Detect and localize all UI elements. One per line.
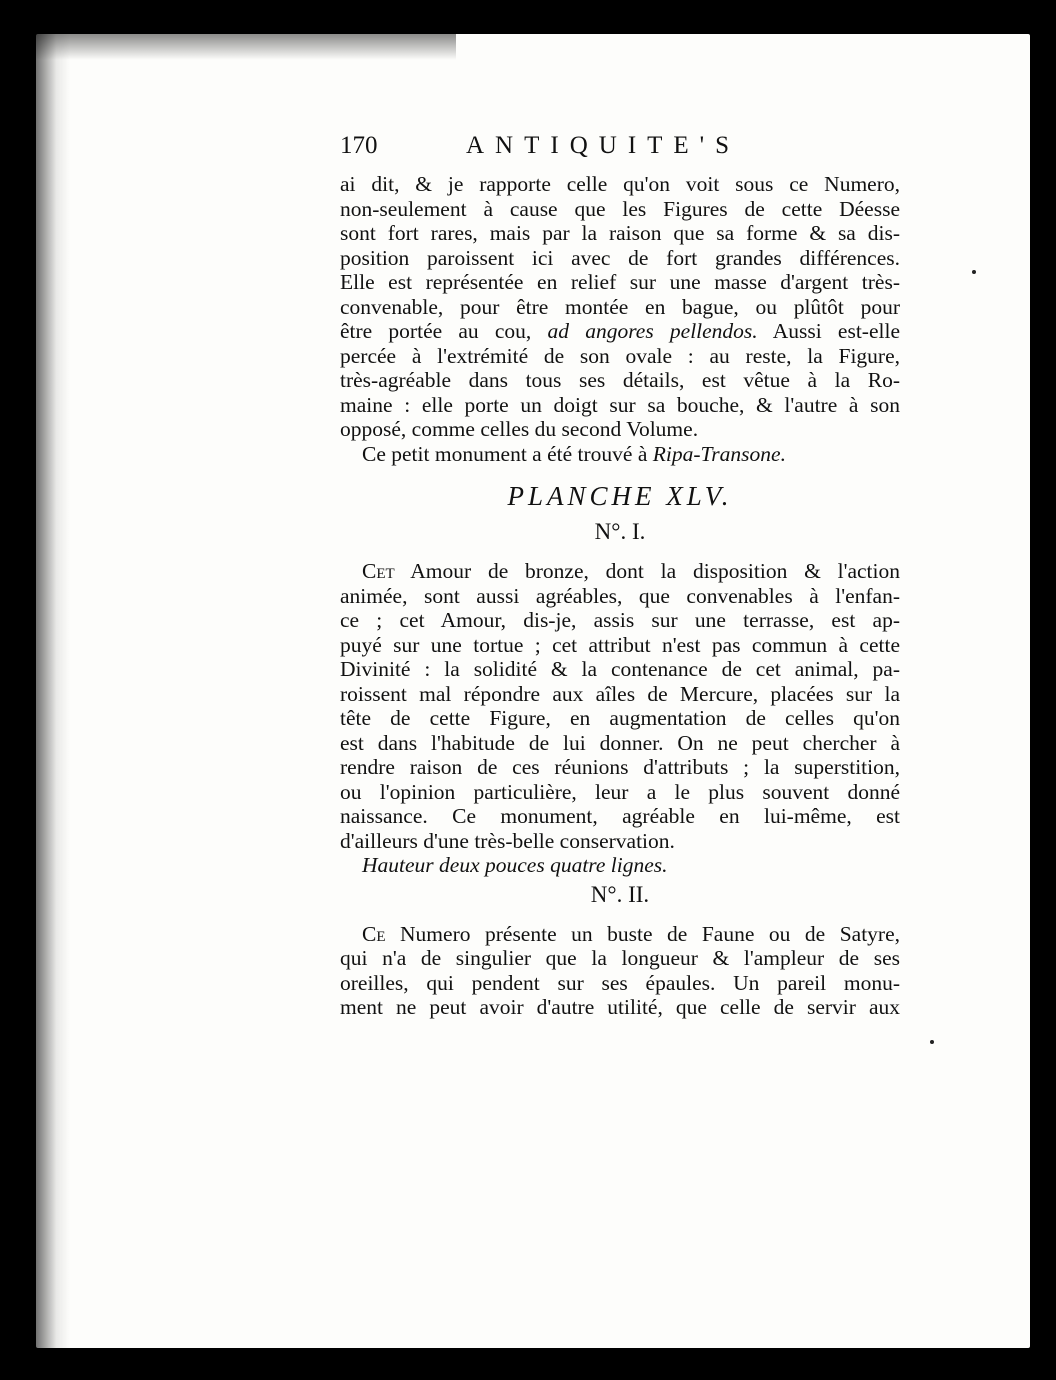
intro-line: Elle est représentée en relief sur une masse d'argent très- xyxy=(340,270,900,294)
intro-line: ai dit, & je rapporte celle qu'on voit sous ce Numero, xyxy=(340,172,900,196)
no1-line: Divinité : la solidité & la contenance de cet animal, pa- xyxy=(340,657,900,681)
intro-line: opposé, comme celles du second Volume. xyxy=(340,417,699,441)
no1-line: naissance. Ce monument, agréable en lui-même, est xyxy=(340,804,900,828)
found-line xyxy=(340,442,900,467)
found-place: Ripa-Transone. xyxy=(652,441,786,466)
no1-first-line-text: Amour de bronze, dont la disposition & l'action xyxy=(410,559,900,583)
no1-line: animée, sont aussi agréables, que convenables à l'enfan- xyxy=(340,583,900,608)
height-note: Hauteur deux pouces quatre lignes. xyxy=(362,853,668,877)
running-title: ANTIQUITE'S xyxy=(466,132,741,159)
no1-lead-word: Cet xyxy=(362,559,395,583)
no1-line: puyé sur une tortue ; cet attribut n'est pas commun à cette xyxy=(340,632,900,657)
intro-line: percée à l'extrémité de son ovale : au reste, la Figure, xyxy=(340,343,900,368)
ink-speck xyxy=(930,1040,934,1044)
intro-line: position paroissent ici avec de fort grandes différences. xyxy=(340,245,900,270)
intro-line-end: Aussi est-elle xyxy=(772,319,900,343)
intro-line: maine : elle porte un doigt sur sa bouche, & l'autre à son xyxy=(340,392,900,417)
ink-speck xyxy=(972,270,976,274)
section-heading-no2: N°. II. xyxy=(590,881,650,907)
no2-line: qui n'a de singulier que la longueur & l'ampleur de ses xyxy=(340,946,900,970)
no1-first-line xyxy=(340,559,900,584)
no1-line: ou l'opinion particulière, leur a le plus souvent donné xyxy=(340,779,900,804)
intro-line-with-italic xyxy=(340,319,900,344)
no2-first-line-text: Numero présente un buste de Faune ou de Satyre, xyxy=(400,921,900,946)
no2-first-line xyxy=(340,922,900,947)
no1-line: est dans l'habitude de lui donner. On ne peut chercher à xyxy=(340,730,900,755)
no1-line: tête de cette Figure, en augmentation de celles qu'on xyxy=(340,706,900,730)
latin-phrase: ad angores pellendos. xyxy=(547,319,758,343)
section-heading-no1: N°. I. xyxy=(594,519,646,544)
no2-lead-word: Ce xyxy=(362,921,386,946)
plate-title: PLANCHE XLV. xyxy=(507,481,733,511)
intro-line-start: être portée au cou, xyxy=(340,319,532,343)
no1-line: ce ; cet Amour, dis-je, assis sur une terrasse, est ap- xyxy=(340,608,900,632)
intro-line: très-agréable dans tous ses détails, est vêtue à la Ro- xyxy=(340,368,900,392)
intro-line: non-seulement à cause que les Figures de cette Déesse xyxy=(340,196,900,221)
no2-line: ment ne peut avoir d'autre utilité, que celle de servir aux xyxy=(340,995,900,1019)
running-head xyxy=(340,132,900,172)
no1-line: d'ailleurs d'une très-belle conservation. xyxy=(340,828,675,853)
intro-line: convenable, pour être montée en bague, ou plûtôt pour xyxy=(340,294,900,319)
no2-line: oreilles, qui pendent sur ses épaules. Un pareil monu- xyxy=(340,970,900,995)
intro-line: sont fort rares, mais par la raison que sa forme & sa dis- xyxy=(340,221,900,245)
no1-line: roissent mal répondre aux aîles de Mercure, placées sur la xyxy=(340,681,900,706)
no1-line: rendre raison de ces réunions d'attributs ; la superstition, xyxy=(340,755,900,779)
page-number: 170 xyxy=(340,132,378,159)
text-block xyxy=(340,132,900,1020)
found-text: Ce petit monument a été trouvé à xyxy=(362,441,648,466)
